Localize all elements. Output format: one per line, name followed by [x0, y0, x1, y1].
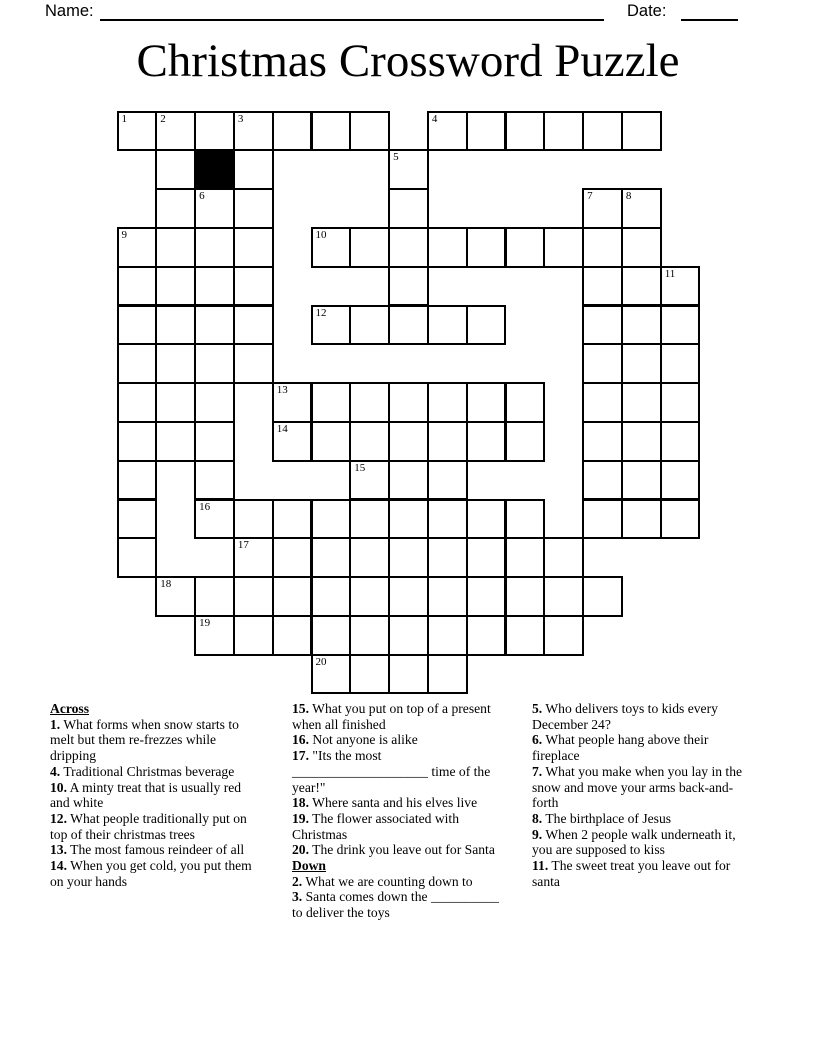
grid-cell — [505, 576, 546, 617]
grid-cell — [155, 266, 196, 307]
grid-cell — [194, 188, 235, 229]
grid-cell — [427, 615, 468, 656]
clue-text: "Its the most ____________________ time of the year!" — [292, 748, 491, 795]
grid-cell — [194, 305, 235, 346]
grid-cell — [543, 615, 584, 656]
clue-item — [50, 764, 258, 780]
grid-cell — [427, 576, 468, 617]
grid-cell — [311, 615, 352, 656]
grid-cell — [349, 460, 390, 501]
grid-cell — [349, 499, 390, 540]
clue-number-label: 3. — [292, 889, 303, 905]
grid-cell — [155, 382, 196, 423]
grid-cell — [155, 111, 196, 152]
clue-number-label: 4. — [50, 763, 61, 779]
grid-cell — [233, 227, 274, 268]
clue-text: Not anyone is alike — [309, 732, 418, 748]
grid-cell — [233, 343, 274, 384]
clue-item — [292, 811, 512, 842]
clue-number-label: 15. — [292, 701, 309, 716]
grid-cell — [233, 149, 274, 190]
grid-cell — [466, 227, 507, 268]
grid-cell — [388, 460, 429, 501]
grid-cell — [582, 305, 623, 346]
grid-cell — [582, 576, 623, 617]
grid-cell — [582, 188, 623, 229]
clue-item — [532, 764, 744, 811]
grid-cell — [117, 343, 158, 384]
grid-cell — [660, 266, 701, 307]
grid-cell — [194, 382, 235, 423]
clue-item — [292, 842, 512, 858]
clue-text: Traditional Christmas beverage — [60, 763, 235, 779]
clue-column-middle — [292, 701, 512, 921]
grid-clue-number: 18 — [160, 578, 172, 591]
grid-clue-number: 7 — [587, 190, 593, 203]
clue-number-label: 9. — [532, 826, 543, 842]
clue-text: Who delivers toys to kids every December 24? — [532, 701, 718, 732]
grid-cell — [660, 421, 701, 462]
grid-cell — [466, 382, 507, 423]
grid-clue-number: 20 — [315, 655, 327, 668]
clue-item — [292, 889, 512, 920]
grid-cell — [233, 615, 274, 656]
grid-cell — [349, 615, 390, 656]
grid-cell — [660, 382, 701, 423]
grid-cell — [543, 227, 584, 268]
grid-cell — [117, 266, 158, 307]
clue-number-label: 5. — [532, 701, 543, 716]
clue-text: The birthplace of Jesus — [542, 810, 672, 826]
grid-cell — [311, 537, 352, 578]
clue-text: The most famous reindeer of all — [67, 842, 245, 858]
grid-cell — [311, 654, 352, 695]
grid-cell — [155, 149, 196, 190]
grid-cell — [349, 421, 390, 462]
grid-cell — [505, 227, 546, 268]
grid-cell — [388, 382, 429, 423]
grid-cell — [194, 227, 235, 268]
grid-cell — [660, 343, 701, 384]
clue-column-right — [532, 701, 744, 889]
grid-clue-number: 12 — [315, 306, 327, 319]
grid-cell — [466, 615, 507, 656]
clue-text: Where santa and his elves live — [309, 795, 478, 811]
clue-text: What people hang above their fireplace — [532, 732, 709, 764]
grid-clue-number: 9 — [121, 228, 127, 241]
page-title: Christmas Crossword Puzzle — [136, 35, 680, 87]
clue-text: What forms when snow starts to melt but them re-frezzes while dripping — [50, 716, 239, 764]
grid-cell — [388, 188, 429, 229]
grid-cell — [155, 576, 196, 617]
grid-clue-number: 17 — [237, 539, 249, 552]
grid-cell — [388, 227, 429, 268]
grid-cell — [272, 111, 313, 152]
grid-cell — [582, 499, 623, 540]
clue-item — [292, 795, 512, 811]
grid-clue-number: 5 — [393, 151, 399, 164]
grid-cell — [505, 537, 546, 578]
grid-cell — [233, 266, 274, 307]
grid-cell — [272, 537, 313, 578]
grid-cell — [427, 537, 468, 578]
grid-cell — [272, 576, 313, 617]
grid-cell — [349, 382, 390, 423]
grid-cell — [621, 188, 662, 229]
grid-cell — [466, 537, 507, 578]
grid-clue-number: 1 — [121, 112, 127, 125]
grid-cell — [311, 421, 352, 462]
name-label: Name: — [45, 2, 94, 20]
grid-cell — [388, 499, 429, 540]
grid-cell — [194, 343, 235, 384]
grid-cell — [543, 111, 584, 152]
clue-item — [532, 732, 744, 763]
clue-item — [50, 842, 258, 858]
grid-cell — [582, 227, 623, 268]
grid-cell — [660, 305, 701, 346]
clue-item — [532, 701, 744, 732]
grid-cell — [349, 654, 390, 695]
grid-cell — [427, 305, 468, 346]
grid-cell — [543, 576, 584, 617]
grid-cell — [388, 537, 429, 578]
grid-cell — [311, 499, 352, 540]
grid-cell — [660, 499, 701, 540]
clue-text: The flower associated with Christmas — [292, 810, 459, 842]
clue-item — [532, 858, 744, 889]
grid-cell — [621, 382, 662, 423]
clue-text: The drink you leave out for Santa — [309, 842, 495, 858]
grid-cell — [194, 421, 235, 462]
grid-cell — [505, 382, 546, 423]
grid-cell — [505, 111, 546, 152]
grid-cell — [194, 615, 235, 656]
grid-cell — [272, 421, 313, 462]
grid-clue-number: 2 — [160, 112, 166, 125]
grid-cell — [311, 576, 352, 617]
grid-cell — [155, 343, 196, 384]
grid-cell — [117, 460, 158, 501]
clue-text: When 2 people walk underneath it, you are supposed to kiss — [532, 826, 736, 858]
grid-cell — [155, 305, 196, 346]
grid-cell — [194, 266, 235, 307]
clue-list-heading: Across — [50, 701, 90, 716]
grid-cell — [427, 654, 468, 695]
grid-cell — [233, 188, 274, 229]
grid-cell — [311, 111, 352, 152]
grid-cell — [466, 111, 507, 152]
grid-cell — [582, 111, 623, 152]
grid-cell — [582, 266, 623, 307]
grid-cell — [543, 537, 584, 578]
grid-cell — [194, 111, 235, 152]
grid-cell — [272, 499, 313, 540]
grid-cell — [621, 343, 662, 384]
clue-item — [292, 701, 512, 732]
clue-number-label: 10. — [50, 779, 67, 795]
grid-cell — [505, 421, 546, 462]
grid-cell — [621, 305, 662, 346]
clue-number-label: 16. — [292, 732, 309, 748]
clue-number-label: 13. — [50, 842, 67, 858]
clue-text: What people traditionally put on top of their christmas trees — [50, 810, 247, 842]
grid-cell — [117, 111, 158, 152]
grid-cell — [311, 305, 352, 346]
grid-clue-number: 4 — [431, 112, 438, 125]
grid-cell — [621, 460, 662, 501]
grid-cell — [582, 343, 623, 384]
grid-cell — [117, 421, 158, 462]
grid-cell — [388, 305, 429, 346]
grid-cell — [621, 499, 662, 540]
grid-cell — [388, 654, 429, 695]
grid-cell-black — [194, 149, 235, 190]
grid-cell — [233, 499, 274, 540]
clue-number-label: 2. — [292, 873, 303, 889]
clue-item — [532, 827, 744, 858]
clue-text: What you make when you lay in the snow and move your arms back-and-forth — [532, 763, 743, 811]
grid-cell — [155, 421, 196, 462]
grid-cell — [427, 382, 468, 423]
grid-cell — [117, 382, 158, 423]
grid-cell — [194, 576, 235, 617]
grid-cell — [311, 227, 352, 268]
clue-item — [532, 811, 744, 827]
grid-cell — [233, 305, 274, 346]
clue-number-label: 8. — [532, 810, 543, 826]
grid-cell — [466, 576, 507, 617]
grid-cell — [466, 305, 507, 346]
grid-cell — [117, 537, 158, 578]
grid-cell — [388, 149, 429, 190]
grid-cell — [582, 460, 623, 501]
clue-text: What you put on top of a present when all finished — [292, 701, 491, 732]
clue-number-label: 14. — [50, 858, 67, 874]
clue-text: What we are counting down to — [302, 873, 473, 889]
clue-number-label: 20. — [292, 842, 309, 858]
grid-clue-number: 10 — [315, 228, 327, 241]
clue-number-label: 6. — [532, 732, 543, 748]
clue-number-label: 17. — [292, 748, 309, 764]
grid-cell — [388, 266, 429, 307]
grid-clue-number: 19 — [199, 616, 211, 629]
clue-number-label: 18. — [292, 795, 309, 811]
clue-number-label: 12. — [50, 810, 67, 826]
grid-cell — [388, 615, 429, 656]
grid-cell — [349, 305, 390, 346]
grid-clue-number: 3 — [237, 112, 244, 125]
clue-text: The sweet treat you leave out for santa — [532, 858, 731, 889]
grid-cell — [233, 537, 274, 578]
clue-item — [50, 858, 258, 889]
grid-cell — [117, 499, 158, 540]
clue-item — [292, 748, 512, 795]
clue-item — [50, 780, 258, 811]
grid-clue-number: 15 — [354, 461, 366, 474]
grid-cell — [427, 421, 468, 462]
clue-number-label: 19. — [292, 810, 309, 826]
grid-cell — [427, 227, 468, 268]
grid-cell — [311, 382, 352, 423]
grid-cell — [272, 615, 313, 656]
grid-cell — [466, 499, 507, 540]
grid-cell — [582, 382, 623, 423]
grid-cell — [427, 499, 468, 540]
grid-cell — [621, 111, 662, 152]
grid-cell — [117, 227, 158, 268]
clue-text: Santa comes down the __________ to deliver the toys — [292, 889, 499, 921]
clue-list-heading: Down — [292, 858, 326, 874]
grid-cell — [582, 421, 623, 462]
grid-cell — [194, 499, 235, 540]
grid-cell — [194, 460, 235, 501]
grid-cell — [233, 576, 274, 617]
clue-item — [292, 732, 512, 748]
grid-cell — [621, 421, 662, 462]
grid-clue-number: 16 — [199, 500, 211, 513]
grid-cell — [388, 421, 429, 462]
grid-cell — [233, 111, 274, 152]
clue-item — [50, 811, 258, 842]
grid-clue-number: 11 — [664, 267, 676, 280]
clue-text: A minty treat that is usually red and white — [50, 779, 242, 811]
grid-cell — [349, 227, 390, 268]
grid-cell — [505, 499, 546, 540]
clue-number-label: 11. — [532, 858, 549, 874]
clue-number-label: 1. — [50, 716, 61, 732]
clue-text: When you get cold, you put them on your hands — [50, 858, 252, 889]
grid-cell — [388, 576, 429, 617]
grid-cell — [466, 421, 507, 462]
grid-cell — [117, 305, 158, 346]
clue-item — [50, 717, 258, 764]
grid-cell — [427, 111, 468, 152]
clue-number-label: 7. — [532, 763, 543, 779]
clue-item — [292, 874, 512, 890]
grid-cell — [155, 188, 196, 229]
grid-cell — [660, 460, 701, 501]
grid-cell — [505, 615, 546, 656]
grid-cell — [621, 227, 662, 268]
clue-column-left — [50, 701, 258, 889]
grid-cell — [272, 382, 313, 423]
grid-cell — [155, 227, 196, 268]
grid-cell — [349, 111, 390, 152]
grid-clue-number: 14 — [276, 422, 288, 435]
grid-clue-number: 13 — [276, 384, 288, 397]
grid-cell — [427, 460, 468, 501]
date-label: Date: — [627, 2, 667, 20]
grid-clue-number: 6 — [199, 190, 205, 203]
grid-cell — [349, 537, 390, 578]
grid-cell — [349, 576, 390, 617]
grid-clue-number: 8 — [625, 190, 632, 203]
grid-cell — [621, 266, 662, 307]
